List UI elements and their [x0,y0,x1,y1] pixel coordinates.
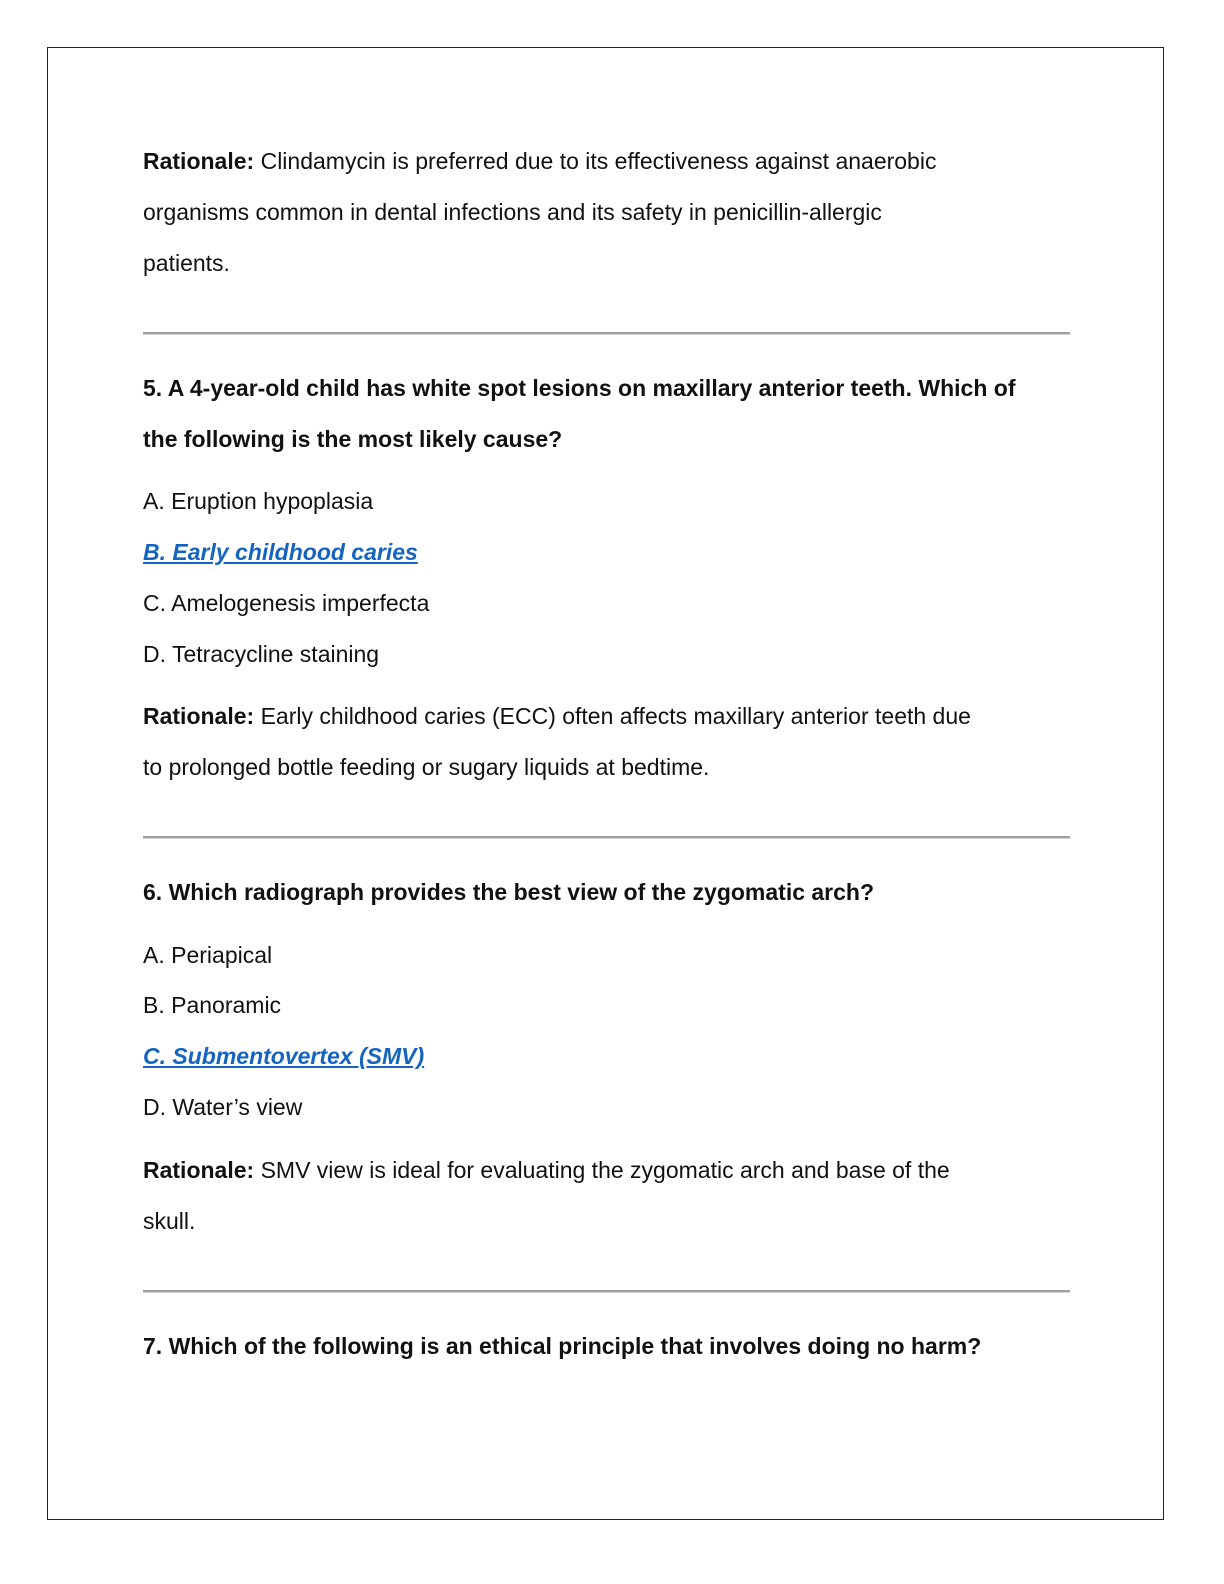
q4-rationale-line-3: patients. [143,250,230,276]
q5-option-d: D. Tetracycline staining [143,641,380,667]
q4-rationale-line-1 [143,147,936,175]
q5-option-b-correct: B. Early childhood caries [143,539,418,565]
rationale-text: SMV view is ideal for evaluating the zygomatic arch and base of the [254,1157,950,1183]
section-divider [143,332,1070,334]
q5-rationale-line-2: to prolonged bottle feeding or sugary liquids at bedtime. [143,754,710,780]
rationale-label: Rationale: [143,148,255,174]
q4-rationale-line-2: organisms common in dental infections and its safety in penicillin-allergic [143,199,882,225]
q5-question-line-1: 5. A 4-year-old child has white spot lesions on maxillary anterior teeth. Which of [143,375,1016,401]
rationale-label: Rationale: [143,1157,255,1183]
q6-option-c-correct: C. Submentovertex (SMV) [143,1043,425,1069]
rationale-label: Rationale: [143,703,255,729]
rationale-text: Clindamycin is preferred due to its effectiveness against anaerobic [254,148,937,174]
q6-option-b: B. Panoramic [143,992,282,1018]
section-divider [143,836,1070,838]
q5-question-line-2: the following is the most likely cause? [143,426,563,452]
q6-question-line-1: 6. Which radiograph provides the best view of the zygomatic arch? [143,879,875,905]
q6-rationale-line-2: skull. [143,1208,196,1234]
section-divider [143,1290,1070,1292]
q5-rationale-line-1 [143,702,971,730]
q5-option-c: C. Amelogenesis imperfecta [143,590,430,616]
q5-option-a: A. Eruption hypoplasia [143,488,374,514]
rationale-text: Early childhood caries (ECC) often affects maxillary anterior teeth due [254,703,971,729]
q7-question-line-1: 7. Which of the following is an ethical principle that involves doing no harm? [143,1333,982,1359]
q6-option-d: D. Water’s view [143,1094,303,1120]
q6-option-a: A. Periapical [143,942,273,968]
q6-rationale-line-1 [143,1156,950,1184]
